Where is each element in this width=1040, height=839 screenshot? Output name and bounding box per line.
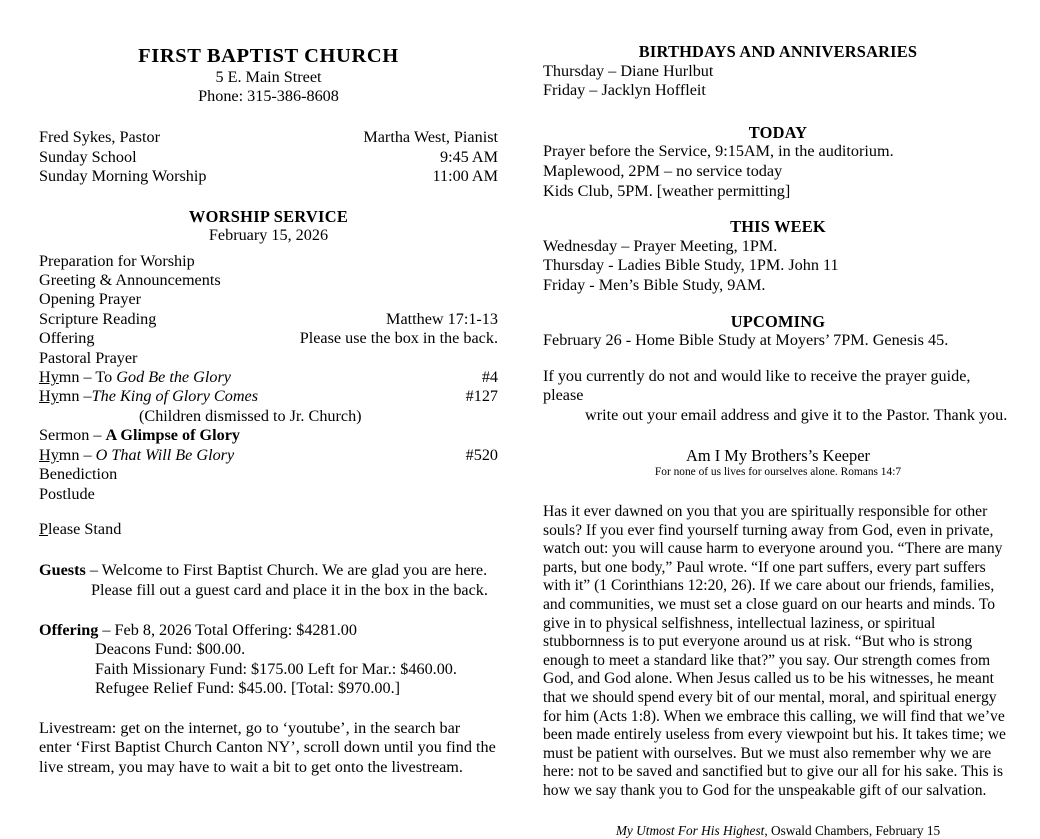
service-item-label: Scripture Reading bbox=[39, 309, 157, 328]
pianist-name: Martha West, Pianist bbox=[363, 128, 498, 147]
hymn-2-label bbox=[39, 387, 258, 406]
service-item-label: Preparation for Worship bbox=[39, 251, 195, 270]
service-item-label: Opening Prayer bbox=[39, 290, 142, 309]
livestream-line-2: enter ‘First Baptist Church Canton NY’, scroll down until you find the bbox=[39, 738, 496, 757]
birthdays-heading: BIRTHDAYS AND ANNIVERSARIES bbox=[638, 42, 918, 61]
offering-fund-line: Refugee Relief Fund: $45.00. [Total: $970.00.] bbox=[95, 679, 401, 698]
hymn-3-label bbox=[39, 446, 234, 465]
service-item-value: Matthew 17:1-13 bbox=[386, 309, 498, 328]
livestream-line-1: Livestream: get on the internet, go to ‘youtube’, in the search bar bbox=[39, 718, 461, 737]
please-stand-note bbox=[39, 520, 498, 539]
devotional-source-rest: , Oswald Chambers, February 15 bbox=[764, 822, 941, 838]
morning-worship-label: Sunday Morning Worship bbox=[39, 167, 207, 186]
postlude-item: Postlude bbox=[39, 484, 95, 503]
birthday-entry: Friday – Jacklyn Hoffleit bbox=[543, 81, 706, 100]
service-item-label: Pastoral Prayer bbox=[39, 348, 138, 367]
pastor-name: Fred Sykes, Pastor bbox=[39, 128, 160, 147]
hymn-2-title: The King of Glory Comes bbox=[91, 387, 258, 406]
service-item-value: Please use the box in the back. bbox=[299, 329, 498, 348]
hymn-1-underline: Hy bbox=[39, 368, 59, 387]
children-dismissal-note: (Children dismissed to Jr. Church) bbox=[139, 406, 362, 425]
hymn-row-3 bbox=[39, 446, 498, 465]
worship-service-date: February 15, 2026 bbox=[208, 226, 329, 245]
today-entry: Maplewood, 2PM – no service today bbox=[543, 161, 783, 180]
today-entry: Kids Club, 5PM. [weather permitting] bbox=[543, 181, 791, 200]
hymn-2-prefix-rest: mn bbox=[58, 387, 80, 406]
schedule-row-morning-worship bbox=[39, 167, 498, 186]
hymn-row-1 bbox=[39, 368, 498, 387]
this-week-entry: Thursday - Ladies Bible Study, 1PM. John 11 bbox=[543, 256, 839, 275]
hymn-2-number: #127 bbox=[465, 387, 498, 406]
prayer-guide-line-1: If you currently do not and would like to receive the prayer guide, please bbox=[543, 366, 971, 405]
this-week-entry: Friday - Men’s Bible Study, 9AM. bbox=[543, 275, 766, 294]
prayer-guide-line-2: write out your email address and give it to the Pastor. Thank you. bbox=[585, 405, 1008, 424]
hymn-1-number: #4 bbox=[481, 368, 498, 387]
service-item bbox=[39, 271, 498, 290]
benediction-item: Benediction bbox=[39, 465, 118, 484]
service-item bbox=[39, 290, 498, 309]
sermon-title: A Glimpse of Glory bbox=[105, 426, 240, 445]
this-week-entry: Wednesday – Prayer Meeting, 1PM. bbox=[543, 236, 778, 255]
left-column bbox=[39, 44, 498, 778]
hymn-2-underline: Hy bbox=[39, 387, 59, 406]
birthday-entry: Thursday – Diane Hurlbut bbox=[543, 61, 714, 80]
guests-line-2: Please fill out a guest card and place it in the box in the back. bbox=[91, 580, 488, 599]
morning-worship-time: 11:00 AM bbox=[432, 167, 498, 186]
hymn-1-prefix-rest: mn bbox=[58, 368, 80, 387]
hymn-1-lead: To bbox=[95, 368, 117, 387]
offering-summary-line bbox=[39, 621, 498, 641]
service-item-label: Greeting & Announcements bbox=[39, 271, 221, 290]
devotional-attribution bbox=[543, 823, 1013, 839]
today-heading: TODAY bbox=[748, 122, 808, 142]
devotional-verse: For none of us lives for ourselves alone. Romans 14:7 bbox=[654, 466, 902, 479]
service-item bbox=[39, 349, 498, 368]
guests-line-1 bbox=[39, 561, 498, 581]
church-street: 5 E. Main Street bbox=[215, 68, 322, 86]
devotional-body: Has it ever dawned on you that you are spiritually responsible for other souls? If you ever find yourself turning away from God, even in private, watch out: you will cause harm to everyone around you. “There are many parts, but one body,” Paul wrote. “If one part suffers, every part suffers with it” (1 Corinthians 12:20, 26). If we care about our friends, families, and communities, we must set a close guard on our hearts and minds. To give in to physical selfishness, intellectual laziness, or spiritual stubbornness is to put everyone around us at risk. “But who is strong enough to meet a standard like that?” you say. Our strength comes from God, and God alone. When Jesus called us to be his witnesses, he meant that we should spend every bit of our mental, moral, and spiritual energy for him (Acts 1:8). When we embrace this calling, we will find that we’ve been made entirely useless from every viewpoint but his. It takes time; we must be patient with ourselves. But we must also remember why we are here: not to be saved and sanctified but to give our all for his sake. This is how we say thank you to God for the unspeakable gift of our salvation. bbox=[543, 503, 1006, 799]
this-week-heading: THIS WEEK bbox=[730, 217, 826, 237]
worship-service-heading: WORSHIP SERVICE bbox=[188, 206, 349, 226]
sunday-school-label: Sunday School bbox=[39, 147, 137, 166]
church-name: FIRST BAPTIST CHURCH bbox=[138, 45, 399, 67]
sermon-row bbox=[39, 426, 498, 445]
hymn-3-number: #520 bbox=[465, 445, 498, 464]
sunday-school-time: 9:45 AM bbox=[439, 147, 498, 166]
upcoming-heading: UPCOMING bbox=[730, 311, 826, 331]
sermon-label: Sermon – bbox=[39, 426, 106, 445]
service-item bbox=[39, 310, 498, 329]
hymn-2-dash: – bbox=[79, 387, 92, 406]
staff-row bbox=[39, 128, 498, 147]
hymn-1-dash: – bbox=[79, 368, 96, 387]
devotional-source-title: My Utmost For His Highest bbox=[615, 822, 765, 838]
please-stand-underline: P bbox=[39, 519, 49, 538]
upcoming-entry: February 26 - Home Bible Study at Moyers’ 7PM. Genesis 45. bbox=[543, 331, 949, 350]
hymn-3-title: O That Will Be Glory bbox=[95, 445, 235, 464]
right-column bbox=[543, 42, 1013, 839]
church-phone: Phone: 315-386-8608 bbox=[198, 87, 339, 106]
offering-fund-line: Deacons Fund: $00.00. bbox=[95, 640, 246, 659]
offering-summary-text: – Feb 8, 2026 Total Offering: $4281.00 bbox=[98, 620, 357, 639]
hymn-3-dash: – bbox=[79, 445, 96, 464]
please-stand-rest: lease Stand bbox=[48, 519, 122, 538]
hymn-1-title: God Be the Glory bbox=[116, 368, 231, 387]
hymn-3-prefix-rest: mn bbox=[58, 445, 80, 464]
service-item bbox=[39, 252, 498, 271]
guests-label: Guests bbox=[39, 561, 86, 580]
devotional-title: Am I My Brothers’s Keeper bbox=[686, 445, 870, 465]
service-item bbox=[39, 329, 498, 348]
hymn-3-underline: Hy bbox=[39, 445, 59, 464]
livestream-line-3: live stream, you may have to wait a bit to get onto the livestream. bbox=[39, 758, 463, 777]
service-item-label: Offering bbox=[39, 329, 95, 348]
schedule-row-sunday-school bbox=[39, 148, 498, 167]
hymn-row-2 bbox=[39, 387, 498, 406]
today-entry: Prayer before the Service, 9:15AM, in the auditorium. bbox=[543, 142, 894, 161]
hymn-1-label bbox=[39, 368, 231, 387]
guests-welcome-text: – Welcome to First Baptist Church. We are glad you are here. bbox=[85, 561, 488, 580]
prayer-guide-note bbox=[543, 367, 1013, 426]
offering-label: Offering bbox=[39, 620, 99, 639]
offering-fund-line: Faith Missionary Fund: $175.00 Left for Mar.: $460.00. bbox=[95, 659, 457, 678]
